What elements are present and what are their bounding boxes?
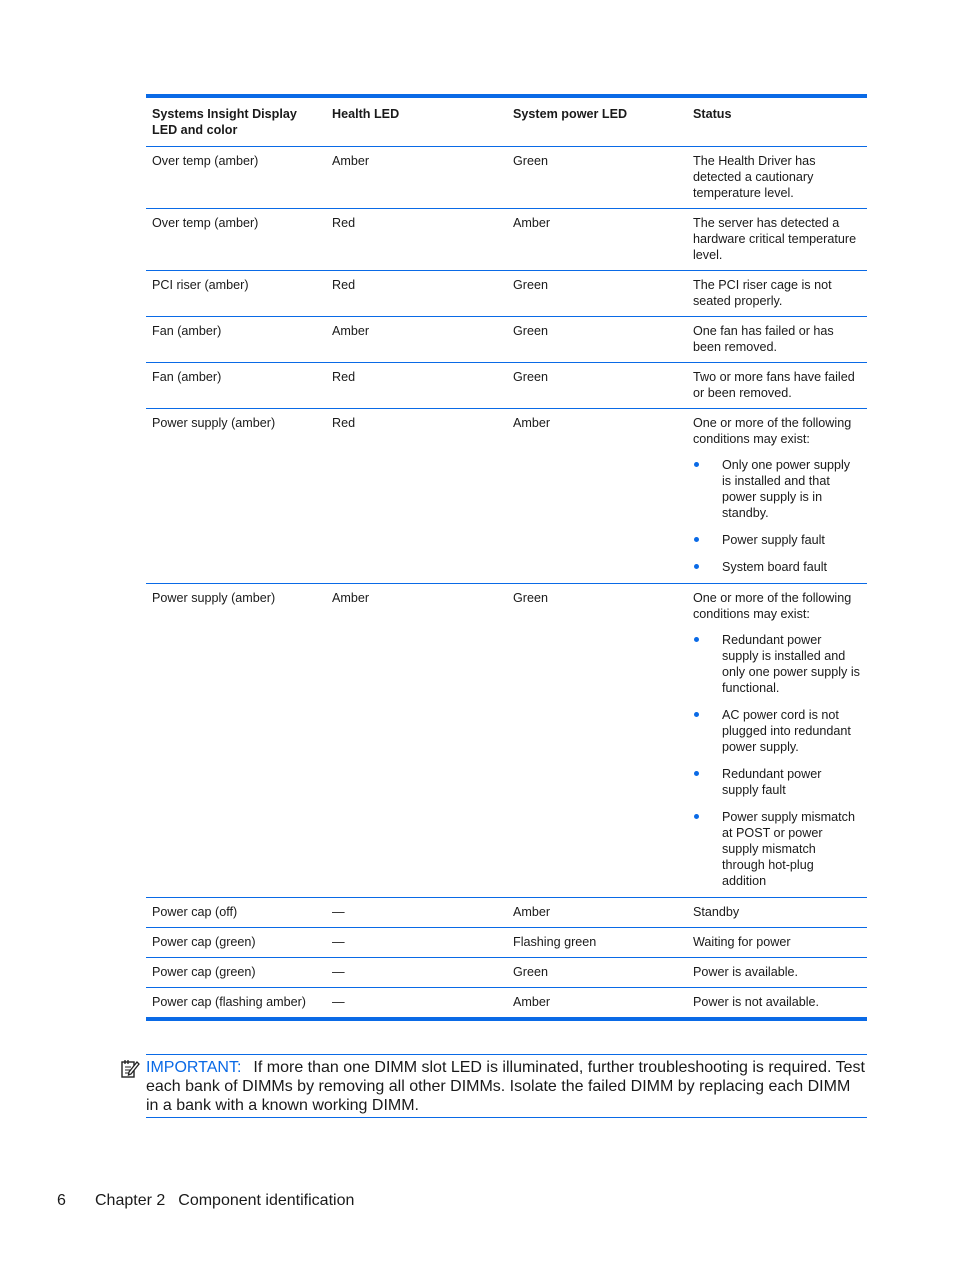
status-bullet-item xyxy=(693,707,861,755)
cell-health-led: Red xyxy=(326,409,507,584)
cell-led-color: Power cap (green) xyxy=(146,928,326,958)
bullet-dot-icon xyxy=(694,637,699,642)
cell-system-power-led: Green xyxy=(507,363,687,409)
status-text: Standby xyxy=(693,905,740,919)
status-bullet-list xyxy=(693,632,861,889)
status-text: One or more of the following conditions may exist: xyxy=(693,416,852,446)
cell-health-led: Red xyxy=(326,209,507,271)
cell-system-power-led: Green xyxy=(507,317,687,363)
cell-health-led: Amber xyxy=(326,317,507,363)
cell-health-led: Red xyxy=(326,271,507,317)
cell-health-led: Amber xyxy=(326,584,507,898)
status-bullet-item xyxy=(693,457,861,521)
cell-status xyxy=(687,928,867,958)
cell-health-led: Amber xyxy=(326,147,507,209)
cell-status xyxy=(687,147,867,209)
table-row xyxy=(146,898,867,928)
important-note xyxy=(146,1054,867,1118)
status-text: One or more of the following conditions may exist: xyxy=(693,591,852,621)
header-system-power-led: System power LED xyxy=(507,96,687,147)
cell-system-power-led: Green xyxy=(507,147,687,209)
chapter-title: Component identification xyxy=(178,1192,355,1209)
cell-status xyxy=(687,988,867,1020)
cell-system-power-led: Amber xyxy=(513,995,551,1009)
header-row xyxy=(146,96,867,147)
table-row xyxy=(146,147,867,209)
cell-led-color: Power cap (green) xyxy=(146,958,326,988)
bullet-dot-icon xyxy=(694,712,699,717)
bullet-dot-icon xyxy=(694,814,699,819)
bullet-dot-icon xyxy=(694,564,699,569)
table-row xyxy=(146,409,867,584)
status-bullet-list xyxy=(693,457,861,575)
status-bullet-item xyxy=(693,559,861,575)
cell-health-led: — xyxy=(332,995,345,1009)
status-bullet-item xyxy=(693,632,861,696)
status-text: Waiting for power xyxy=(693,935,791,949)
cell-led-color: Fan (amber) xyxy=(146,317,326,363)
cell-status xyxy=(687,409,867,584)
note-label: IMPORTANT: xyxy=(146,1059,242,1076)
cell-system-power-led: Amber xyxy=(507,209,687,271)
status-text: The server has detected a hardware critical temperature level. xyxy=(693,216,857,262)
status-text: Power is available. xyxy=(693,965,798,979)
header-health-led: Health LED xyxy=(326,96,507,147)
table-row xyxy=(146,209,867,271)
bullet-dot-icon xyxy=(694,537,699,542)
cell-system-power-led: Flashing green xyxy=(507,928,687,958)
cell-status xyxy=(687,958,867,988)
table-row xyxy=(146,317,867,363)
status-text: Two or more fans have failed or been removed. xyxy=(693,370,855,400)
cell-led-color: Over temp (amber) xyxy=(146,147,326,209)
bullet-text: Power supply mismatch at POST or power supply mismatch through hot-plug addition xyxy=(722,810,855,888)
page-number: 6 xyxy=(57,1192,66,1209)
table-row xyxy=(146,928,867,958)
cell-system-power-led: Green xyxy=(507,958,687,988)
important-note-icon xyxy=(120,1059,140,1079)
bullet-dot-icon xyxy=(694,462,699,467)
page-footer xyxy=(57,1191,354,1211)
status-bullet-item xyxy=(693,766,861,798)
bullet-text: Only one power supply is installed and that power supply is in standby. xyxy=(722,458,851,520)
cell-health-led: — xyxy=(326,958,507,988)
table-row xyxy=(146,584,867,898)
cell-health-led: Red xyxy=(326,363,507,409)
cell-health-led: — xyxy=(326,898,507,928)
cell-status xyxy=(687,363,867,409)
bullet-text: AC power cord is not plugged into redundant power supply. xyxy=(722,708,851,754)
cell-led-color: Power cap (off) xyxy=(146,898,326,928)
cell-status xyxy=(687,209,867,271)
status-text: Power is not available. xyxy=(693,995,820,1009)
cell-system-power-led: Amber xyxy=(507,898,687,928)
cell-led-color: PCI riser (amber) xyxy=(146,271,326,317)
bullet-text: Redundant power supply fault xyxy=(722,767,822,797)
cell-system-power-led: Green xyxy=(507,584,687,898)
cell-status xyxy=(687,584,867,898)
status-bullet-item xyxy=(693,532,861,548)
cell-status xyxy=(687,271,867,317)
status-text: The PCI riser cage is not seated properly. xyxy=(693,278,832,308)
cell-system-power-led: Amber xyxy=(507,409,687,584)
header-status: Status xyxy=(687,96,867,147)
bullet-dot-icon xyxy=(694,771,699,776)
bullet-text: System board fault xyxy=(722,560,827,574)
cell-health-led: — xyxy=(326,928,507,958)
note-text: If more than one DIMM slot LED is illuminated, further troubleshooting is required. Test each bank of DIMMs by removing all other DIMMs. Isolate the failed DIMM by replacing each DIMM in a bank with a known working DIMM. xyxy=(146,1059,865,1114)
led-status-table xyxy=(146,94,867,1021)
status-bullet-item xyxy=(693,809,861,889)
bullet-text: Power supply fault xyxy=(722,533,825,547)
cell-led-color: Fan (amber) xyxy=(146,363,326,409)
table-row xyxy=(146,363,867,409)
cell-led-color: Power supply (amber) xyxy=(146,409,326,584)
table-row xyxy=(146,271,867,317)
cell-led-color: Power supply (amber) xyxy=(146,584,326,898)
cell-led-color: Power cap (flashing amber) xyxy=(152,995,306,1009)
status-text: One fan has failed or has been removed. xyxy=(693,324,834,354)
table-row xyxy=(146,958,867,988)
cell-status xyxy=(687,317,867,363)
cell-system-power-led: Green xyxy=(507,271,687,317)
header-led-color: Systems Insight Display LED and color xyxy=(146,96,326,147)
cell-status xyxy=(687,898,867,928)
chapter-label: Chapter 2 xyxy=(95,1192,166,1209)
cell-led-color: Over temp (amber) xyxy=(146,209,326,271)
table-header xyxy=(146,96,867,147)
status-text: The Health Driver has detected a cautionary temperature level. xyxy=(693,154,816,200)
bullet-text: Redundant power supply is installed and only one power supply is functional. xyxy=(722,633,860,695)
table-row xyxy=(146,988,867,1020)
table-body xyxy=(146,147,867,1020)
